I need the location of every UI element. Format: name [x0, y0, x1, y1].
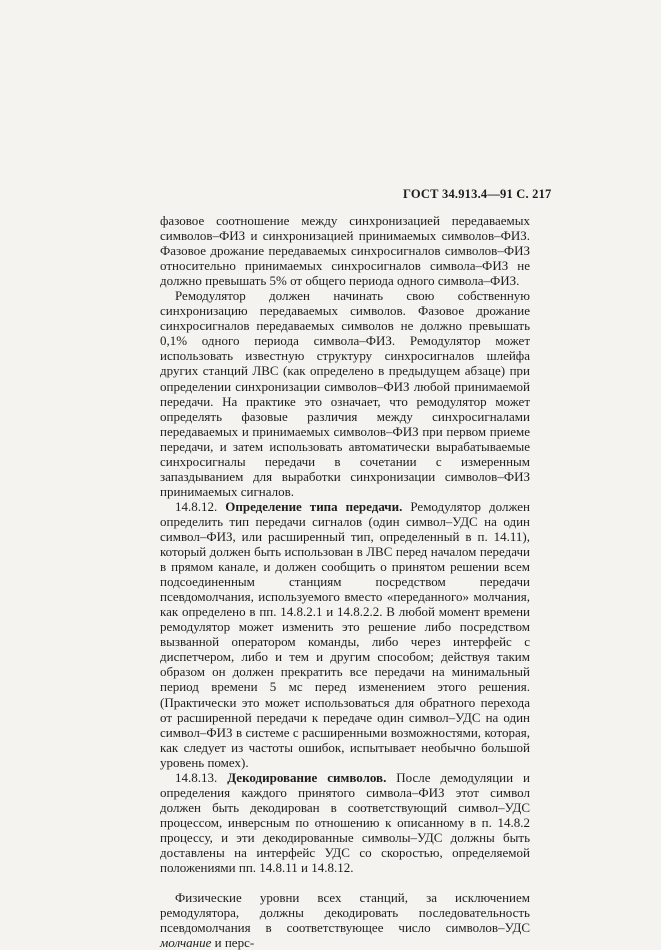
- italic-term: молчание: [160, 935, 212, 950]
- section-number: 14.8.13.: [175, 769, 218, 785]
- paragraph-remodulator-sync: Ремодулятор должен начинать свою собственную синхронизацию передаваемых символов. Фазовое дрожание синхросигналов передаваемых символов не должно превышать 0,1% одного периода символа–ФИЗ. Ремодулятор может использовать известную структуру синхросигналов шлейфа других станций ЛВС (как определено в предыдущем абзаце) при определении синхронизации символов–ФИЗ любой принимаемой передачи. На практике это означает, что ремодулятор может определять фазовые различия между синхросигналами передаваемых и принимаемых символов–ФИЗ при первом приеме передачи, и затем использовать автоматически вырабатываемые синхросигналы передачи в сочетании с измеренным запаздыванием для выработки синхронизации символов–ФИЗ принимаемых сигналов.: [160, 288, 530, 499]
- section-title: Определение типа передачи.: [225, 498, 403, 514]
- page-header: ГОСТ 34.913.4—91 С. 217: [403, 187, 552, 201]
- section-14-8-12: [160, 499, 530, 770]
- paragraph-phase-relation: фазовое соотношение между синхронизацией передаваемых символов–ФИЗ и синхронизацией принимаемых символов–ФИЗ. Фазовое дрожание передаваемых синхросигналов символов–ФИЗ относительно принимаемых синхросигналов символа–ФИЗ не должно превышать 5% от общего периода одного символа–ФИЗ.: [160, 213, 530, 289]
- section-title: Декодирование символов.: [227, 769, 387, 785]
- paragraph-text: Физические уровни всех станций, за исключением ремодулятора, должны декодировать последовательность псевдомолчания в соответствующее число символов–УДС: [160, 890, 530, 936]
- section-body: Ремодулятор должен определить тип передачи сигналов (один символ–УДС на один символ–ФИЗ, или расширенный тип, определенный в п. 14.11), который должен быть использован в ЛВС перед началом передачи в прямом канале, и должен сообщить о принятом решении всем подсоединенным станциям посредством передачи псевдомолчания, используемого вместо «переданного» молчания, как определено в пп. 14.8.2.1 и 14.8.2.2. В любой момент времени ремодулятор может изменить это решение либо посредством вызванной оператором команды, либо через интерфейс с диспетчером, либо и тем и другим способом; действуя таким образом он должен прекратить все передачи на минимальный период времени 5 мс перед изменением этого решения. (Практически это может использоваться для обратного перехода от расширенной передачи к передаче один символ–УДС на один символ–ФИЗ в системе с расширенными возможностями, которая, как следует из частоты ошибок, испытывает необычно большой уровень помех).: [160, 498, 531, 770]
- paragraph-text-end: и перс-: [214, 935, 255, 950]
- section-number: 14.8.12.: [175, 498, 218, 514]
- section-body: После демодуляции и определения каждого принятого символа–ФИЗ этот символ должен быть декодирован в соответствующий символ–УДС процессом, инверсным по отношению к описанному в п. 14.8.2 процессу, и эти декодированные символы–УДС должны быть доставлены на интерфейс УДС со скоростью, определяемой положениями пп. 14.8.11 и 14.8.12.: [160, 769, 530, 876]
- paragraph-physical-levels: [160, 890, 530, 950]
- section-14-8-13: [160, 770, 530, 875]
- document-body: [160, 213, 530, 950]
